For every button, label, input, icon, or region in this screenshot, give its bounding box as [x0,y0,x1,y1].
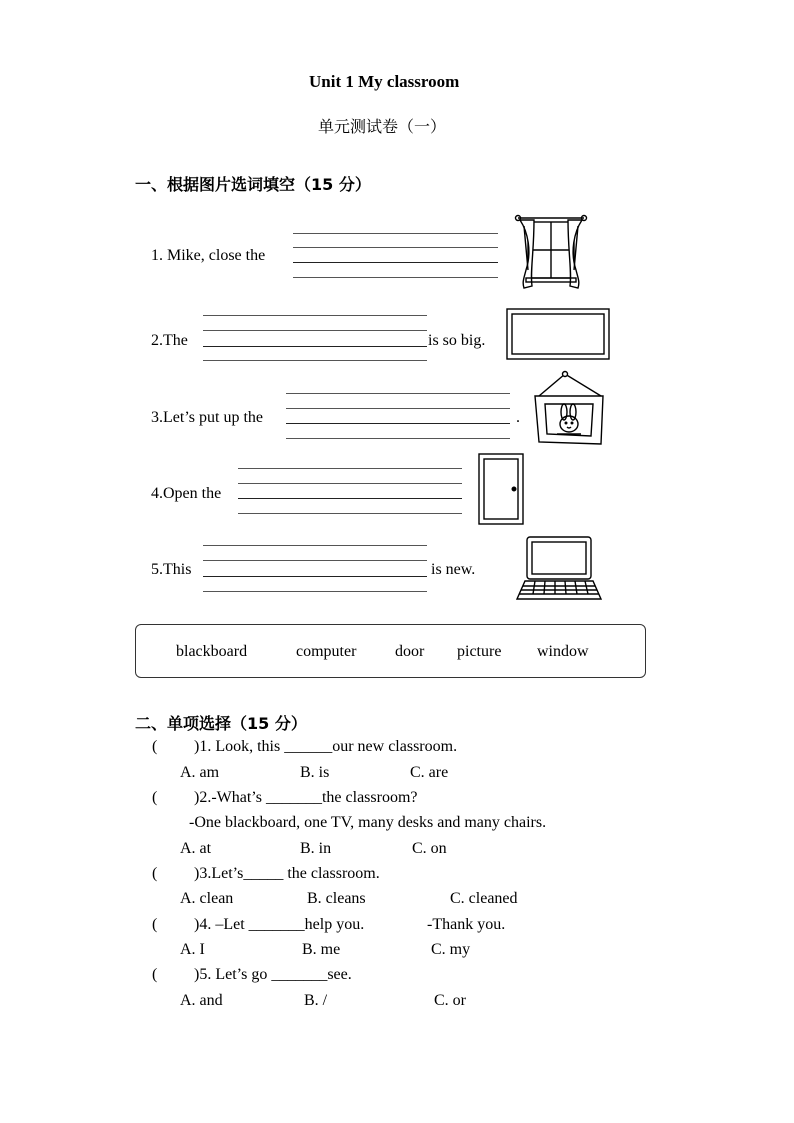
option-a[interactable]: A. at [180,840,212,857]
option-c[interactable]: C. my [431,941,471,958]
word-bank-item: window [537,643,589,660]
question-stem: )4. –Let _______help you. [194,916,365,933]
blackboard-icon [506,308,610,360]
question-stem: )5. Let’s go _______see. [194,966,352,983]
word-bank-item: door [395,643,425,660]
answer-bracket[interactable]: ( [152,966,158,983]
option-b[interactable]: B. / [304,992,328,1009]
option-a[interactable]: A. and [180,992,223,1009]
item-1-prefix: 1. Mike, close the [151,247,266,264]
picture-frame-icon [533,370,607,446]
option-b[interactable]: B. in [300,840,332,857]
option-c[interactable]: C. on [412,840,447,857]
answer-bracket[interactable]: ( [152,916,158,933]
option-b[interactable]: B. cleans [307,890,366,907]
item-4-prefix: 4.Open the [151,485,222,502]
word-bank-item: picture [457,643,502,660]
question-stem: )1. Look, this ______our new classroom. [194,738,458,755]
answer-bracket[interactable]: ( [152,865,158,882]
question-stem: )2.-What’s _______the classroom? [194,789,418,806]
option-c[interactable]: C. or [434,992,466,1009]
section-1-heading: 一、根据图片选词填空（15 分） [135,175,371,194]
door-icon [478,453,524,525]
option-a[interactable]: A. am [180,764,220,781]
window-icon [514,212,588,290]
item-3-suffix: . [516,409,520,426]
option-a[interactable]: A. clean [180,890,234,907]
computer-icon [515,535,603,603]
page-title: Unit 1 My classroom [309,72,460,91]
option-c[interactable]: C. cleaned [450,890,518,907]
section-2-heading: 二、单项选择（15 分） [135,714,307,733]
option-b[interactable]: B. me [302,941,341,958]
question-response: -Thank you. [427,916,506,933]
option-a[interactable]: A. I [180,941,205,958]
word-bank-item: computer [296,643,357,660]
option-c[interactable]: C. are [410,764,449,781]
item-5-suffix: is new. [431,561,476,578]
word-bank-item: blackboard [176,643,248,660]
item-5-prefix: 5.This [151,561,192,578]
answer-bracket[interactable]: ( [152,789,158,806]
question-extra: -One blackboard, one TV, many desks and many chairs. [189,814,547,831]
item-2-suffix: is so big. [428,332,486,349]
item-2-prefix: 2.The [151,332,188,349]
item-3-prefix: 3.Let’s put up the [151,409,263,426]
answer-bracket[interactable]: ( [152,738,158,755]
page-subtitle: 单元测试卷（一） [318,117,447,136]
question-stem: )3.Let’s_____ the classroom. [194,865,380,882]
option-b[interactable]: B. is [300,764,330,781]
